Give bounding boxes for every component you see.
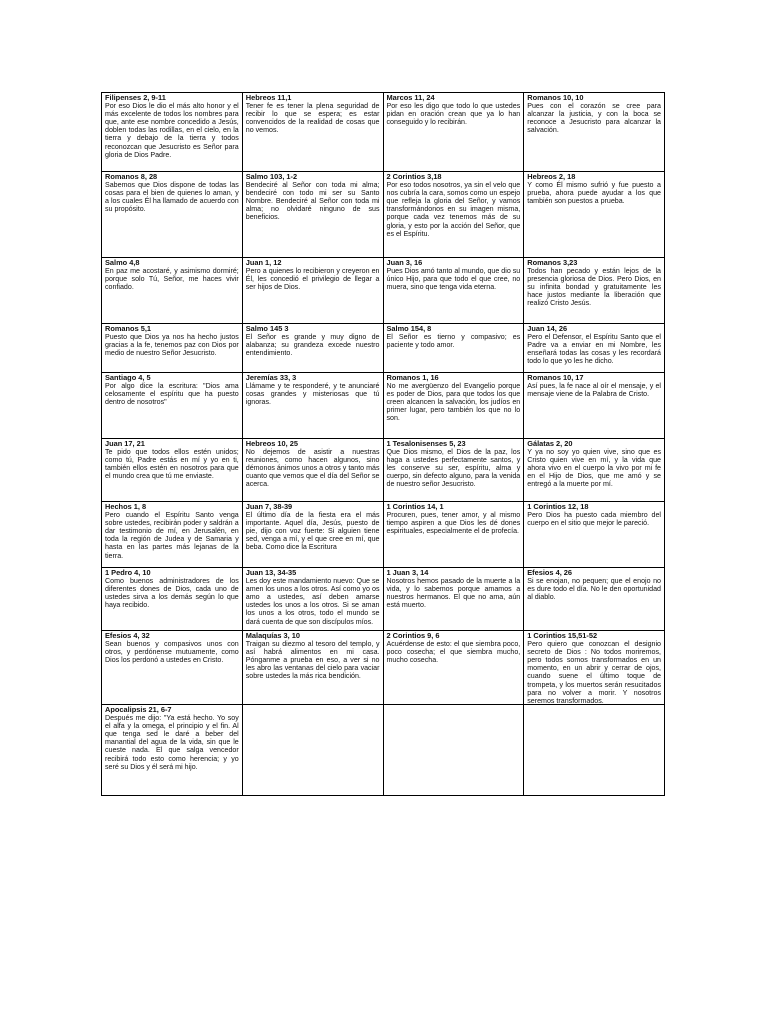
table-cell xyxy=(102,705,243,796)
verse-text: En paz me acostaré, y asimismo dormiré; porque solo Tú, Señor, me haces vivir confiado. xyxy=(105,267,239,292)
verse-reference: Juan 17, 21 xyxy=(105,439,145,448)
verse-reference: Marcos 11, 24 xyxy=(386,93,435,102)
verse-reference: Salmo 154, 8 xyxy=(386,324,432,333)
verse-reference: Hebreos 2, 18 xyxy=(527,172,576,181)
verse-text: Por eso Dios le dio el más alto honor y el más excelente de todos los nombres para que, ante ese nombre concedido a Jesús, doblen todas las rodillas, en el cielo, en la tierra y debajo de la tierra y todos reconozcan que Jesucristo es Señor para gloria de Dios Padre. xyxy=(105,102,239,159)
table-cell xyxy=(524,324,665,373)
verse-text: Pero a quienes lo recibieron y creyeron en Él, les concedió el privilegio de llegar a ser hijos de Dios. xyxy=(245,267,380,292)
table-cell xyxy=(384,373,525,439)
verse-reference: Salmo 4,8 xyxy=(105,258,140,267)
table-cell xyxy=(243,631,384,705)
verse-reference: Romanos 10, 17 xyxy=(527,373,584,382)
table-cell xyxy=(524,439,665,502)
verse-text: Por eso les digo que todo lo que ustedes pidan en oración crean que ya lo han conseguido y lo recibirán. xyxy=(386,102,521,127)
verse-reference: 1 Pedro 4, 10 xyxy=(105,568,151,577)
table-cell xyxy=(102,502,243,568)
verse-reference: 1 Tesalonisenses 5, 23 xyxy=(386,439,466,448)
verse-text: Procuren, pues, tener amor, y al mismo tiempo aspiren a que Dios les dé dones espirituales, especialmente el de profecía. xyxy=(386,511,521,536)
verse-reference: 2 Corintios 9, 6 xyxy=(386,631,440,640)
verse-text: Sabemos que Dios dispone de todas las cosas para el bien de quienes lo aman, y a los cuales Él ha llamado de acuerdo con su propósito. xyxy=(105,181,239,214)
verse-reference: Filipenses 2, 9-11 xyxy=(105,93,166,102)
verse-reference: 2 Corintios 3,18 xyxy=(386,172,442,181)
verse-table xyxy=(101,92,665,796)
verse-reference: Juan 7, 38-39 xyxy=(245,502,293,511)
verse-reference: Romanos 5,1 xyxy=(105,324,152,333)
table-cell-empty xyxy=(384,705,525,796)
verse-text: El Señor es grande y muy digno de alabanza; su grandeza excede nuestro entendimiento. xyxy=(245,333,380,358)
verse-text: Pues Dios amó tanto al mundo, que dio su único Hijo, para que todo el que cree, no muera, sino que tenga vida eterna. xyxy=(386,267,521,292)
verse-text: Así pues, la fe nace al oír el mensaje, y el mensaje viene de la Palabra de Cristo. xyxy=(527,382,661,399)
verse-text: Les doy este mandamiento nuevo: Que se amen los unos a los otros. Así como yo os amo a ustedes, así deben amarse ustedes los unos a los otros. Si se aman los unos a los otros, todo el mundo se dará cuenta de que son discípulos míos. xyxy=(245,577,380,626)
table-cell xyxy=(384,439,525,502)
verse-reference: 1 Corintios 15,51-52 xyxy=(527,631,598,640)
table-cell xyxy=(102,568,243,631)
verse-text: Como buenos administradores de los diferentes dones de Dios, cada uno de ustedes sirva a los demás según lo que haya recibido. xyxy=(105,577,239,610)
verse-reference: Romanos 3,23 xyxy=(527,258,578,267)
verse-text: El Señor es tierno y compasivo; es paciente y todo amor. xyxy=(386,333,521,350)
verse-reference: Gálatas 2, 20 xyxy=(527,439,573,448)
verse-reference: Malaquías 3, 10 xyxy=(245,631,300,640)
verse-text: El último día de la fiesta era el más importante. Aquel día, Jesús, puesto de pie, dijo con voz fuerte: Si alguien tiene sed, venga a mí, y el que cree en mí, que beba. Como dice la Escritura xyxy=(245,511,380,552)
verse-text: No me avergüenzo del Evangelio porque es poder de Dios, para que todos los que creen alcancen la salvación, los judíos en primer lugar, pero también los que no lo son. xyxy=(386,382,521,423)
table-cell xyxy=(102,439,243,502)
table-cell xyxy=(384,502,525,568)
table-cell xyxy=(243,373,384,439)
verse-text: Y como Él mismo sufrió y fue puesto a prueba, ahora puede ayudar a los que también son puestos a prueba. xyxy=(527,181,661,206)
table-cell xyxy=(384,631,525,705)
verse-reference: Hebreos 10, 25 xyxy=(245,439,298,448)
verse-text: Acuérdense de esto: el que siembra poco, poco cosecha; el que siembra mucho, mucho cosecha. xyxy=(386,640,521,665)
table-cell xyxy=(524,373,665,439)
verse-text: Puesto que Dios ya nos ha hecho justos gracias a la fe, tenemos paz con Dios por medio de nuestro Señor Jesucristo. xyxy=(105,333,239,358)
table-cell xyxy=(243,172,384,258)
table-cell xyxy=(384,93,525,172)
verse-text: Tener fe es tener la plena seguridad de recibir lo que se espera; es estar convencidos de la realidad de cosas que no vemos. xyxy=(245,102,380,135)
table-cell xyxy=(384,172,525,258)
verse-text: Nosotros hemos pasado de la muerte a la vida, y lo sabemos porque amamos a nuestros hermanos. El que no ama, aún está muerto. xyxy=(386,577,521,610)
table-cell xyxy=(243,502,384,568)
table-cell xyxy=(102,373,243,439)
verse-reference: Salmo 145 3 xyxy=(245,324,289,333)
verse-reference: Efesios 4, 26 xyxy=(527,568,573,577)
verse-text: Después me dijo: "Ya está hecho. Yo soy el alfa y la omega, el principio y el fin. Al que tenga sed le daré a beber del manantial del agua de la vida, sin que le cueste nada. El que salga vencedor recibirá todo esto como herencia; y yo seré su Dios y él será mi hijo. xyxy=(105,714,239,771)
verse-text: Pero cuando el Espíritu Santo venga sobre ustedes, recibirán poder y saldrán a dar testimonio de mí, en Jerusalén, en toda la región de Judea y de Samaria y hasta en las partes más lejanas de la tierra. xyxy=(105,511,239,560)
verse-reference: Santiago 4, 5 xyxy=(105,373,151,382)
table-cell-empty xyxy=(524,705,665,796)
table-cell xyxy=(524,631,665,705)
table-cell xyxy=(243,93,384,172)
verse-reference: Jeremías 33, 3 xyxy=(245,373,297,382)
verse-text: Pues con el corazón se cree para alcanzar la justicia, y con la boca se reconoce a Jesucristo para alcanzar la salvación. xyxy=(527,102,661,135)
verse-text: Por algo dice la escritura: "Dios ama celosamente el espíritu que ha puesto dentro de nosotros" xyxy=(105,382,239,407)
table-cell xyxy=(384,258,525,324)
verse-text: Pero el Defensor, el Espíritu Santo que el Padre va a enviar en mi Nombre, les enseñará todas las cosas y les recordará todo lo que yo les he dicho. xyxy=(527,333,661,366)
verse-text: No dejemos de asistir a nuestras reuniones, como hacen algunos, sino démonos ánimos unos a otros y tanto más cuanto que vemos que el día del Señor se acerca. xyxy=(245,448,380,489)
verse-reference: Juan 3, 16 xyxy=(386,258,423,267)
verse-reference: Apocalipsis 21, 6-7 xyxy=(105,705,172,714)
table-cell xyxy=(243,568,384,631)
verse-reference: Romanos 1, 16 xyxy=(386,373,439,382)
verse-text: Traigan su diezmo al tesoro del templo, y así habrá alimentos en mi casa. Pónganme a prueba en eso, a ver si no les abro las ventanas del cielo para vaciar sobre ustedes la más rica bendición. xyxy=(245,640,380,681)
verse-reference: Hechos 1, 8 xyxy=(105,502,147,511)
verse-reference: Salmo 103, 1-2 xyxy=(245,172,298,181)
verse-text: Llámame y te responderé, y te anunciaré cosas grandes y misteriosas que tú ignoras. xyxy=(245,382,380,407)
verse-text: Que Dios mismo, el Dios de la paz, los haga a ustedes perfectamente santos, y les conserve su ser, espíritu, alma y cuerpo, sin defecto alguno, para la venida de nuestro señor Jesucristo. xyxy=(386,448,521,489)
table-cell xyxy=(243,324,384,373)
verse-reference: Hebreos 11,1 xyxy=(245,93,292,102)
verse-text: Y ya no soy yo quien vive, sino que es Cristo quien vive en mí, y la vida que ahora vivo en el cuerpo la vivo por mi fe en el Hijo de Dios, que me amó y se entregó a la muerte por mí. xyxy=(527,448,661,489)
verse-text: Pero quiero que conozcan el designio secreto de Dios : No todos moriremos, pero todos somos transformados en un momento, en un abrir y cerrar de ojos, cuando suene el último toque de trompeta, y los muertos serán resucitados para no volver a morir. Y nosotros seremos transformados. xyxy=(527,640,661,705)
table-cell-empty xyxy=(243,705,384,796)
verse-reference: Juan 13, 34-35 xyxy=(245,568,297,577)
table-cell xyxy=(524,172,665,258)
verse-text: Te pido que todos ellos estén unidos; como tú, Padre estás en mí y yo en ti, también ellos estén en nosotros para que el mundo crea que tú me enviaste. xyxy=(105,448,239,481)
table-cell xyxy=(102,93,243,172)
verse-reference: Romanos 8, 28 xyxy=(105,172,158,181)
table-cell xyxy=(384,324,525,373)
table-cell xyxy=(524,258,665,324)
table-cell xyxy=(524,93,665,172)
table-cell xyxy=(243,439,384,502)
table-cell xyxy=(102,631,243,705)
table-cell xyxy=(384,568,525,631)
verse-reference: 1 Juan 3, 14 xyxy=(386,568,429,577)
verse-text: Sean buenos y compasivos unos con otros, y perdónense mutuamente, como Dios los perdonó a ustedes en Cristo. xyxy=(105,640,239,665)
verse-text: Pero Dios ha puesto cada miembro del cuerpo en el sitio que mejor le pareció. xyxy=(527,511,661,528)
verse-reference: Juan 1, 12 xyxy=(245,258,282,267)
table-cell xyxy=(243,258,384,324)
verse-reference: Efesios 4, 32 xyxy=(105,631,150,640)
verse-reference: 1 Corintios 14, 1 xyxy=(386,502,444,511)
table-cell xyxy=(524,502,665,568)
table-cell xyxy=(102,172,243,258)
verse-reference: Juan 14, 26 xyxy=(527,324,568,333)
verse-text: Por eso todos nosotros, ya sin el velo que nos cubría la cara, somos como un espejo que refleja la gloria del Señor, y vamos transformándonos en su imagen misma, porque cada vez tenemos más de su gloria, y esto por la acción del Señor, que es el Espíritu. xyxy=(386,181,521,238)
table-cell xyxy=(102,258,243,324)
verse-reference: Romanos 10, 10 xyxy=(527,93,584,102)
table-cell xyxy=(102,324,243,373)
table-cell xyxy=(524,568,665,631)
verse-text: Todos han pecado y están lejos de la presencia gloriosa de Dios. Pero Dios, en su infinita bondad y gratuitamente les hace justos mediante la liberación que realizó Cristo Jesús. xyxy=(527,267,661,308)
verse-text: Bendeciré al Señor con toda mi alma; bendeciré con todo mi ser su Santo Nombre. Bendeciré al Señor con toda mi alma; no olvidaré ninguno de sus beneficios. xyxy=(245,181,380,222)
verse-text: Si se enojan, no pequen; que el enojo no es dure todo el día. No le den oportunidad al diablo. xyxy=(527,577,661,602)
verse-reference: 1 Corintios 12, 18 xyxy=(527,502,589,511)
